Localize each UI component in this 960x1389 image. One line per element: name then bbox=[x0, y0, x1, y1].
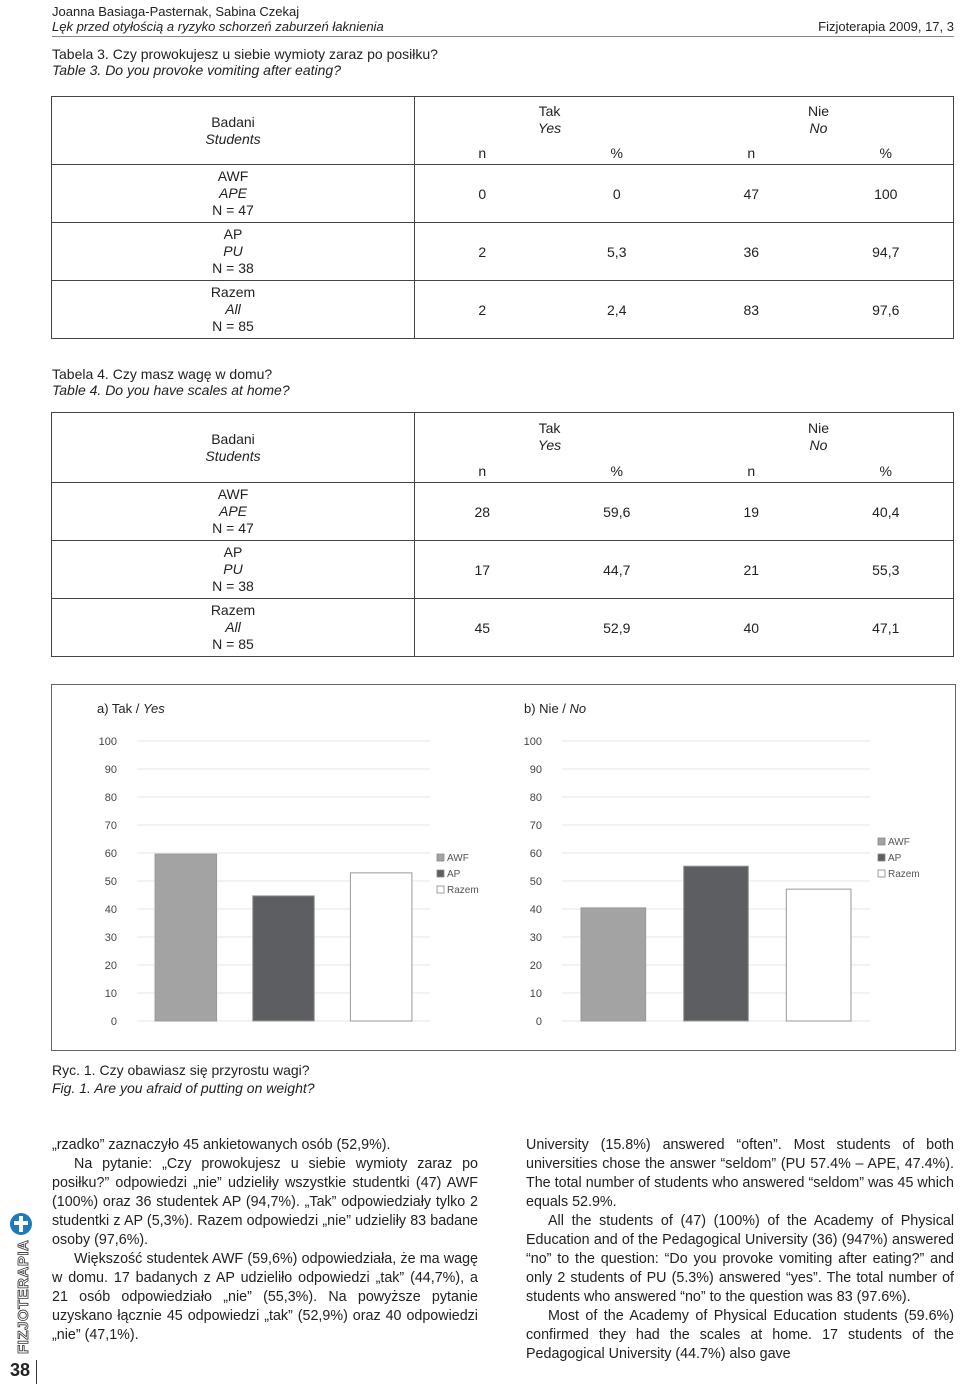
legend-label: AP bbox=[888, 853, 902, 864]
cell: 45 bbox=[474, 619, 491, 636]
cell: 44,7 bbox=[603, 561, 631, 578]
cell: 52,9 bbox=[603, 619, 631, 636]
sidebar-logo-text: FIZJOTERAPIA bbox=[15, 1239, 32, 1354]
running-header bbox=[52, 4, 384, 34]
row-label: AP bbox=[223, 226, 243, 242]
body-column-right bbox=[526, 1136, 954, 1364]
table4-caption bbox=[52, 366, 290, 398]
y-tick-label: 0 bbox=[535, 1016, 542, 1028]
y-tick-label: 70 bbox=[529, 820, 542, 832]
bar-ap bbox=[684, 866, 749, 1021]
table4-caption-en: Table 4. Do you have scales at home? bbox=[52, 382, 290, 398]
table-row bbox=[52, 165, 954, 223]
table4-sub-pct2: % bbox=[879, 463, 892, 480]
table4-head-yesno bbox=[415, 413, 954, 461]
bar-charts bbox=[52, 685, 955, 1050]
y-tick-label: 80 bbox=[529, 792, 542, 804]
paragraph: Most of the Academy of Physical Education students (59.6%) confirmed they had the scales at home. 17 students of the Pedagogical University (44.7%) also gave bbox=[526, 1308, 954, 1362]
cell: 47,1 bbox=[872, 619, 900, 636]
cell: 97,6 bbox=[872, 301, 900, 318]
y-tick-label: 90 bbox=[104, 764, 117, 776]
table3-subhead bbox=[415, 143, 954, 165]
header-journal: Fizjoterapia 2009, 17, 3 bbox=[818, 19, 954, 34]
table4-head-pl: Badani bbox=[211, 430, 255, 447]
y-tick-label: 70 bbox=[104, 820, 117, 832]
table4-subhead bbox=[415, 461, 954, 483]
table4-sub-n2: n bbox=[747, 463, 756, 480]
table3-sub-n1: n bbox=[478, 145, 487, 162]
y-tick-label: 10 bbox=[104, 988, 117, 1000]
cell: 40 bbox=[743, 619, 760, 636]
table4-head-students bbox=[52, 413, 415, 483]
legend-label: AP bbox=[447, 869, 461, 880]
legend-label: Razem bbox=[447, 885, 479, 896]
table4-no-pl: Nie bbox=[807, 419, 829, 436]
legend-swatch bbox=[437, 854, 444, 861]
cell: 83 bbox=[743, 301, 760, 318]
table3-caption-en: Table 3. Do you provoke vomiting after eating? bbox=[52, 62, 341, 78]
y-tick-label: 10 bbox=[529, 988, 542, 1000]
cell: 40,4 bbox=[872, 503, 900, 520]
y-tick-label: 40 bbox=[104, 904, 117, 916]
y-tick-label: 60 bbox=[104, 848, 117, 860]
cell: 2,4 bbox=[607, 301, 627, 318]
cell: 47 bbox=[743, 185, 760, 202]
table3-head-students bbox=[52, 97, 415, 165]
row-label-en: APE bbox=[218, 185, 247, 201]
table-row bbox=[52, 541, 954, 599]
table3-head-yesno bbox=[415, 97, 954, 143]
y-tick-label: 100 bbox=[98, 736, 117, 748]
paragraph: Na pytanie: „Czy prowokujesz u siebie wymioty zaraz po posiłku?” odpowiedzi „nie” udzieliły wszystkie studentki (47) AWF (100%) oraz 36 studentek AP (94,7%). „Tak” odpowiedziały tylko 2 studentki z AP (5,3%). Razem odpowiedzi „nie” udzieliły 83 badane osoby (97,6%). bbox=[52, 1156, 478, 1248]
row-n: N = 38 bbox=[212, 260, 254, 276]
legend-label: AWF bbox=[447, 853, 469, 864]
row-label: Razem bbox=[210, 284, 256, 300]
y-tick-label: 20 bbox=[104, 960, 117, 972]
row-label-en: All bbox=[225, 619, 241, 635]
y-tick-label: 80 bbox=[104, 792, 117, 804]
legend-swatch bbox=[878, 870, 885, 877]
cell: 0 bbox=[612, 185, 621, 202]
bar-awf bbox=[581, 908, 646, 1021]
cell: 59,6 bbox=[603, 503, 631, 520]
table4-sub-n1: n bbox=[478, 463, 487, 480]
paragraph: Większość studentek AWF (59,6%) odpowiedziała, że ma wagę w domu. 17 badanych z AP udzieliło odpowiedzi „tak” (44,7%), a 21 osób odpowiedziało „nie” (55,3%). Na powyższe pytanie uzyskano łącznie 45 odpowiedzi „tak” (52,9%) oraz 40 odpowiedzi „nie” (47,1%). bbox=[52, 1251, 478, 1343]
paragraph: University (15.8%) answered “often”. Most students of both universities chose the answer “seldom” (PU 57.4% – APE, 47.4%). The total number of students who answered “seldom” was 45 which equals 52.9%. bbox=[526, 1137, 954, 1210]
table4-yes-en: Yes bbox=[537, 436, 562, 453]
figure-1 bbox=[51, 684, 956, 1051]
cell: 28 bbox=[474, 503, 491, 520]
cell: 5,3 bbox=[607, 243, 627, 260]
bar-ap bbox=[253, 896, 315, 1021]
paragraph: All the students of (47) (100%) of the Academy of Physical Education and of the Pedagogical University (36) (947%) answered “no” to the question: “Do you provoke vomiting after eating?” and only 2 students of PU (5.3%) answered “yes”. The total number of students who answered “no” to the question was 83 (97.6%). bbox=[526, 1213, 954, 1305]
table3-no-en: No bbox=[809, 119, 828, 136]
table3-no-pl: Nie bbox=[807, 102, 829, 119]
cell: 94,7 bbox=[872, 243, 900, 260]
cell: 21 bbox=[743, 561, 760, 578]
cell: 55,3 bbox=[872, 561, 900, 578]
row-label-en: All bbox=[225, 301, 241, 317]
bar-razem bbox=[350, 873, 412, 1021]
header-authors: Joanna Basiaga-Pasternak, Sabina Czekaj bbox=[52, 4, 300, 19]
table3-sub-pct2: % bbox=[879, 145, 892, 162]
y-tick-label: 50 bbox=[104, 876, 117, 888]
legend-swatch bbox=[437, 870, 444, 877]
page-number: 38 bbox=[10, 1360, 31, 1380]
table4-caption-pl: Tabela 4. Czy masz wagę w domu? bbox=[52, 366, 273, 382]
y-tick-label: 60 bbox=[529, 848, 542, 860]
row-label-en: APE bbox=[218, 503, 247, 519]
table3-sub-n2: n bbox=[747, 145, 756, 162]
cell: 2 bbox=[478, 243, 487, 260]
row-label: AWF bbox=[217, 486, 249, 502]
table-row bbox=[52, 599, 954, 657]
table3-yes-en: Yes bbox=[537, 119, 562, 136]
page-number-rule bbox=[36, 1360, 37, 1384]
bar-awf bbox=[155, 854, 217, 1021]
figure-caption-en: Fig. 1. Are you afraid of putting on weight? bbox=[52, 1080, 315, 1096]
table4-no-en: No bbox=[809, 436, 828, 453]
cell: 0 bbox=[478, 185, 487, 202]
table3 bbox=[51, 96, 954, 339]
chart-title: a) Tak / Yes bbox=[97, 701, 165, 716]
table-row bbox=[52, 483, 954, 541]
table3-caption-pl: Tabela 3. Czy prowokujesz u siebie wymioty zaraz po posiłku? bbox=[52, 46, 438, 62]
row-n: N = 38 bbox=[212, 578, 254, 594]
y-tick-label: 20 bbox=[529, 960, 542, 972]
row-label-en: PU bbox=[223, 243, 243, 259]
legend-swatch bbox=[878, 838, 885, 845]
y-tick-label: 90 bbox=[529, 764, 542, 776]
paragraph: „rzadko” zaznaczyło 45 ankietowanych osób (52,9%). bbox=[52, 1137, 391, 1153]
table4-head-en: Students bbox=[205, 447, 261, 464]
table4-yes-pl: Tak bbox=[538, 419, 561, 436]
table3-head-pl: Badani bbox=[211, 113, 255, 130]
row-label-en: PU bbox=[223, 561, 243, 577]
bar-razem bbox=[786, 889, 851, 1021]
cell: 100 bbox=[874, 185, 898, 202]
y-tick-label: 30 bbox=[104, 932, 117, 944]
row-label: AP bbox=[223, 544, 243, 560]
row-n: N = 85 bbox=[212, 636, 254, 652]
y-tick-label: 100 bbox=[523, 736, 542, 748]
row-label: Razem bbox=[210, 602, 256, 618]
row-n: N = 47 bbox=[212, 202, 254, 218]
y-tick-label: 0 bbox=[110, 1016, 117, 1028]
figure-caption-pl: Ryc. 1. Czy obawiasz się przyrostu wagi? bbox=[52, 1062, 310, 1078]
chart-title: b) Nie / No bbox=[524, 701, 587, 716]
header-divider bbox=[52, 36, 954, 37]
legend-swatch bbox=[437, 886, 444, 893]
y-tick-label: 30 bbox=[529, 932, 542, 944]
table-row bbox=[52, 281, 954, 339]
row-n: N = 47 bbox=[212, 520, 254, 536]
figure-caption bbox=[52, 1062, 315, 1096]
cell: 17 bbox=[474, 561, 491, 578]
body-column-left bbox=[52, 1136, 478, 1345]
legend-label: AWF bbox=[888, 837, 910, 848]
table3-caption bbox=[52, 46, 438, 78]
y-tick-label: 50 bbox=[529, 876, 542, 888]
table3-head-en: Students bbox=[205, 130, 261, 147]
header-article-title: Lęk przed otyłością a ryzyko schorzeń zaburzeń łaknienia bbox=[52, 19, 384, 34]
legend-label: Razem bbox=[888, 869, 920, 880]
table4-sub-pct1: % bbox=[610, 463, 623, 480]
y-tick-label: 40 bbox=[529, 904, 542, 916]
cell: 19 bbox=[743, 503, 760, 520]
cell: 36 bbox=[743, 243, 760, 260]
table3-yes-pl: Tak bbox=[538, 102, 561, 119]
table3-sub-pct1: % bbox=[610, 145, 623, 162]
table-row bbox=[52, 223, 954, 281]
cell: 2 bbox=[478, 301, 487, 318]
row-n: N = 85 bbox=[212, 318, 254, 334]
row-label: AWF bbox=[217, 168, 249, 184]
legend-swatch bbox=[878, 854, 885, 861]
table4 bbox=[51, 412, 954, 657]
